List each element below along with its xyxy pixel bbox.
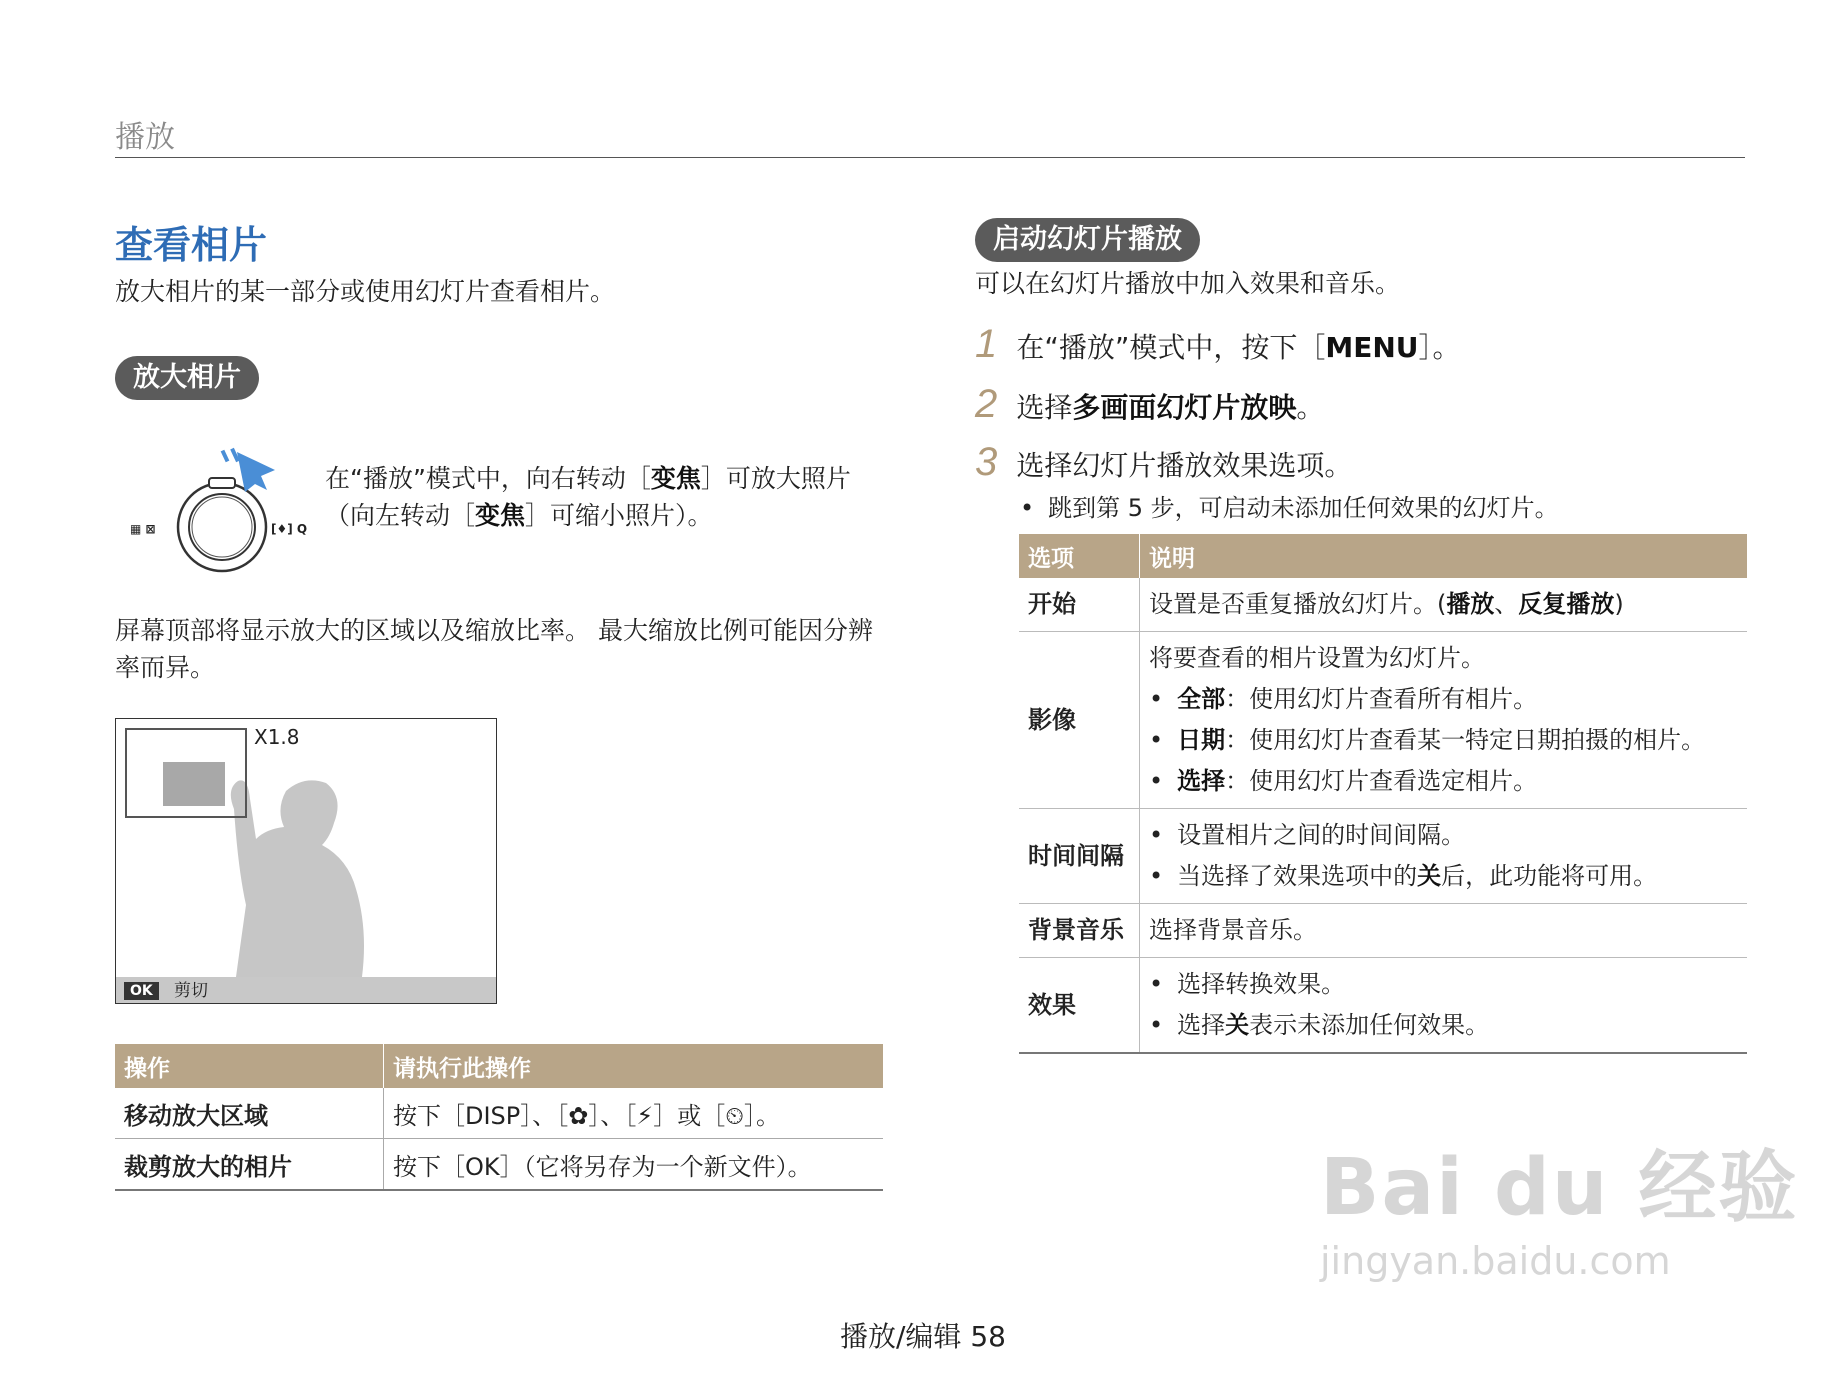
option-name: 影像 bbox=[1019, 632, 1140, 809]
option-description bbox=[1140, 578, 1748, 632]
zoom-ratio: X1.8 bbox=[254, 725, 300, 749]
zoom-preview-screen bbox=[115, 718, 497, 1004]
table-row bbox=[1019, 904, 1747, 958]
ops-header-operation: 操作 bbox=[115, 1044, 384, 1088]
options-header-option: 选项 bbox=[1019, 534, 1140, 578]
dial-right-icons: [♦] Q bbox=[271, 522, 308, 536]
bullet-item: • 选择关表示未添加任何效果。 bbox=[1149, 1005, 1738, 1046]
zoom-section-pill: 放大相片 bbox=[115, 356, 259, 400]
step-3-bullet: • 跳到第 5 步，可启动未添加任何效果的幻灯片。 bbox=[1020, 488, 1559, 523]
ok-badge: OK bbox=[124, 982, 159, 1000]
table-row bbox=[115, 1088, 883, 1139]
description-line: 将要查看的相片设置为幻灯片。 bbox=[1149, 644, 1485, 672]
page-footer: 播放/编辑 58 bbox=[840, 1320, 1006, 1353]
table-row bbox=[1019, 809, 1747, 904]
options-header-description: 说明 bbox=[1140, 534, 1748, 578]
option-name: 时间间隔 bbox=[1019, 809, 1140, 904]
slideshow-intro: 可以在幻灯片播放中加入效果和音乐。 bbox=[975, 269, 1401, 298]
operations-table bbox=[115, 1044, 883, 1191]
step-2 bbox=[975, 382, 1324, 427]
section-header: 播放 bbox=[115, 120, 175, 155]
preview-bottom-bar bbox=[116, 977, 496, 1003]
bullet-item: • 全部：使用幻灯片查看所有相片。 bbox=[1149, 679, 1738, 720]
option-name: 效果 bbox=[1019, 958, 1140, 1054]
bullet-item: • 当选择了效果选项中的关后，此功能将可用。 bbox=[1149, 856, 1738, 897]
slideshow-section-pill: 启动幻灯片播放 bbox=[975, 218, 1200, 262]
baidu-watermark bbox=[1320, 1125, 1799, 1283]
page-title: 查看相片 bbox=[115, 223, 268, 267]
op-action: 按下［OK］（它将另存为一个新文件）。 bbox=[384, 1139, 884, 1191]
zoom-area-indicator bbox=[163, 762, 225, 806]
step-1 bbox=[975, 322, 1461, 367]
step-text: 在“播放”模式中，按下［MENU］。 bbox=[1016, 331, 1461, 364]
header-divider bbox=[115, 157, 1745, 158]
bullet-item: • 日期：使用幻灯片查看某一特定日期拍摄的相片。 bbox=[1149, 720, 1738, 761]
zoom-area-frame bbox=[125, 728, 247, 818]
step-text: 选择多画面幻灯片放映。 bbox=[1016, 391, 1325, 424]
table-row bbox=[1019, 958, 1747, 1054]
option-description bbox=[1140, 904, 1748, 958]
ops-header-action: 请执行此操作 bbox=[384, 1044, 884, 1088]
op-action: 按下［DISP］、［✿］、［⚡］或［⏲］。 bbox=[384, 1088, 884, 1139]
option-description bbox=[1140, 958, 1748, 1054]
table-row bbox=[115, 1139, 883, 1191]
bullet-item: • 选择转换效果。 bbox=[1149, 964, 1738, 1005]
zoom-instruction: 在“播放”模式中，向右转动［变焦］可放大照片（向左转动［变焦］可缩小照片）。 bbox=[325, 464, 851, 530]
dial-left-icons: ▦ ⊠ bbox=[130, 522, 156, 536]
zoom-paragraph: 屏幕顶部将显示放大的区域以及缩放比率。 最大缩放比例可能因分辨率而异。 bbox=[115, 616, 873, 682]
description-line: 选择背景音乐。 bbox=[1149, 916, 1317, 944]
bullet-item: • 设置相片之间的时间间隔。 bbox=[1149, 815, 1738, 856]
option-description bbox=[1140, 632, 1748, 809]
bullet-item: • 选择：使用幻灯片查看选定相片。 bbox=[1149, 761, 1738, 802]
description-line: 设置是否重复播放幻灯片。(播放、反复播放) bbox=[1149, 590, 1624, 618]
op-name: 移动放大区域 bbox=[115, 1088, 384, 1139]
step-3 bbox=[975, 440, 1352, 485]
step-number: 3 bbox=[975, 440, 998, 484]
option-name: 开始 bbox=[1019, 578, 1140, 632]
step-number: 1 bbox=[975, 322, 998, 366]
option-description bbox=[1140, 809, 1748, 904]
options-table bbox=[1019, 534, 1747, 1054]
watermark-brand: Bai du 经验 bbox=[1320, 1143, 1799, 1233]
table-row bbox=[1019, 578, 1747, 632]
step-number: 2 bbox=[975, 382, 998, 426]
page-subtitle: 放大相片的某一部分或使用幻灯片查看相片。 bbox=[115, 277, 616, 306]
step-text: 选择幻灯片播放效果选项。 bbox=[1016, 449, 1353, 482]
op-name: 裁剪放大的相片 bbox=[115, 1139, 384, 1191]
cut-label: 剪切 bbox=[174, 981, 208, 1001]
watermark-url: jingyan.baidu.com bbox=[1320, 1239, 1671, 1283]
zoom-dial-icon bbox=[125, 440, 325, 580]
option-name: 背景音乐 bbox=[1019, 904, 1140, 958]
table-row bbox=[1019, 632, 1747, 809]
